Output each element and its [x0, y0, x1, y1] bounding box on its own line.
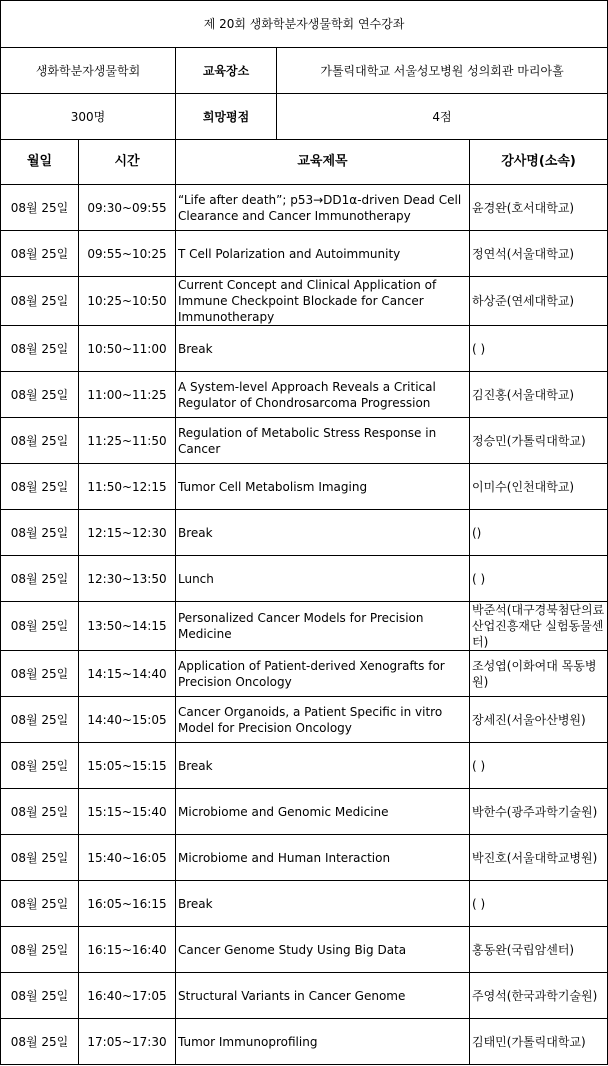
row-lecturer: 홍동완(국립암센터)	[470, 927, 608, 973]
header-lecturer: 강사명(소속)	[470, 140, 608, 185]
row-topic: Tumor Immunoprofiling	[176, 1019, 470, 1065]
table-row	[1, 697, 608, 743]
row-topic: A System-level Approach Reveals a Critical Regulator of Chondrosarcoma Progression	[176, 372, 470, 418]
row-lecturer: 주영석(한국과학기술원)	[470, 973, 608, 1019]
table-row	[1, 418, 608, 464]
row-time: 15:15~15:40	[79, 789, 176, 835]
table-row	[1, 651, 608, 697]
row-date: 08월 25일	[1, 697, 79, 743]
table-row	[1, 185, 608, 231]
row-topic: Tumor Cell Metabolism Imaging	[176, 464, 470, 510]
points: 4점	[277, 94, 608, 140]
row-time: 12:15~12:30	[79, 510, 176, 556]
row-date: 08월 25일	[1, 881, 79, 927]
row-lecturer: 조성엽(이화여대 목동병원)	[470, 651, 608, 697]
row-time: 11:00~11:25	[79, 372, 176, 418]
row-time: 14:40~15:05	[79, 697, 176, 743]
points-label: 희망평점	[176, 94, 277, 140]
row-time: 15:40~16:05	[79, 835, 176, 881]
row-date: 08월 25일	[1, 372, 79, 418]
row-lecturer: 김진홍(서울대학교)	[470, 372, 608, 418]
table-row	[1, 927, 608, 973]
row-date: 08월 25일	[1, 789, 79, 835]
row-date: 08월 25일	[1, 602, 79, 651]
row-time: 11:25~11:50	[79, 418, 176, 464]
row-time: 16:40~17:05	[79, 973, 176, 1019]
row-date: 08월 25일	[1, 510, 79, 556]
header-time: 시간	[79, 140, 176, 185]
row-lecturer: ( )	[470, 881, 608, 927]
row-time: 09:55~10:25	[79, 231, 176, 277]
venue-label: 교육장소	[176, 48, 277, 94]
row-time: 13:50~14:15	[79, 602, 176, 651]
row-topic: Cancer Genome Study Using Big Data	[176, 927, 470, 973]
row-time: 09:30~09:55	[79, 185, 176, 231]
row-lecturer: 박준석(대구경북첨단의료산업진흥재단 실험동물센터)	[470, 602, 608, 651]
row-lecturer: 정연석(서울대학교)	[470, 231, 608, 277]
table-row	[1, 510, 608, 556]
row-time: 11:50~12:15	[79, 464, 176, 510]
row-time: 17:05~17:30	[79, 1019, 176, 1065]
row-topic: Lunch	[176, 556, 470, 602]
table-row	[1, 464, 608, 510]
table-row	[1, 789, 608, 835]
organizer: 생화학분자생물학회	[1, 48, 176, 94]
table-row	[1, 1019, 608, 1065]
row-topic: Break	[176, 510, 470, 556]
row-topic: Microbiome and Genomic Medicine	[176, 789, 470, 835]
row-date: 08월 25일	[1, 973, 79, 1019]
row-date: 08월 25일	[1, 231, 79, 277]
table-row	[1, 231, 608, 277]
row-time: 16:15~16:40	[79, 927, 176, 973]
table-row	[1, 556, 608, 602]
row-date: 08월 25일	[1, 1019, 79, 1065]
row-date: 08월 25일	[1, 651, 79, 697]
row-time: 14:15~14:40	[79, 651, 176, 697]
row-topic: Break	[176, 743, 470, 789]
venue: 가톨릭대학교 서울성모병원 성의회관 마리아홀	[277, 48, 608, 94]
row-date: 08월 25일	[1, 185, 79, 231]
row-topic: Current Concept and Clinical Application of Immune Checkpoint Blockade for Cancer Immunotherapy	[176, 277, 470, 326]
row-time: 15:05~15:15	[79, 743, 176, 789]
table-row	[1, 277, 608, 326]
table-row	[1, 835, 608, 881]
row-date: 08월 25일	[1, 743, 79, 789]
row-lecturer: ( )	[470, 326, 608, 372]
table-row	[1, 326, 608, 372]
row-lecturer: ( )	[470, 556, 608, 602]
header-topic: 교육제목	[176, 140, 470, 185]
row-lecturer: ()	[470, 510, 608, 556]
row-lecturer: ( )	[470, 743, 608, 789]
row-date: 08월 25일	[1, 464, 79, 510]
table-row	[1, 602, 608, 651]
row-date: 08월 25일	[1, 326, 79, 372]
row-lecturer: 정승민(가톨릭대학교)	[470, 418, 608, 464]
row-date: 08월 25일	[1, 418, 79, 464]
row-date: 08월 25일	[1, 927, 79, 973]
row-lecturer: 이미수(인천대학교)	[470, 464, 608, 510]
row-topic: Break	[176, 326, 470, 372]
row-topic: Break	[176, 881, 470, 927]
row-date: 08월 25일	[1, 835, 79, 881]
row-date: 08월 25일	[1, 277, 79, 326]
row-date: 08월 25일	[1, 556, 79, 602]
capacity: 300명	[1, 94, 176, 140]
table-row	[1, 881, 608, 927]
page-title: 제 20회 생화학분자생물학회 연수강좌	[1, 1, 608, 48]
row-topic: Application of Patient-derived Xenografts for Precision Oncology	[176, 651, 470, 697]
row-topic: “Life after death”; p53→DD1α-driven Dead Cell Clearance and Cancer Immunotherapy	[176, 185, 470, 231]
row-topic: Regulation of Metabolic Stress Response in Cancer	[176, 418, 470, 464]
row-time: 16:05~16:15	[79, 881, 176, 927]
row-lecturer: 김태민(가톨릭대학교)	[470, 1019, 608, 1065]
row-topic: Microbiome and Human Interaction	[176, 835, 470, 881]
row-lecturer: 장세진(서울아산병원)	[470, 697, 608, 743]
row-topic: Personalized Cancer Models for Precision Medicine	[176, 602, 470, 651]
table-row	[1, 743, 608, 789]
row-lecturer: 하상준(연세대학교)	[470, 277, 608, 326]
row-time: 10:50~11:00	[79, 326, 176, 372]
table-row	[1, 372, 608, 418]
header-date: 월일	[1, 140, 79, 185]
row-lecturer: 박한수(광주과학기술원)	[470, 789, 608, 835]
row-topic: Cancer Organoids, a Patient Specific in vitro Model for Precision Oncology	[176, 697, 470, 743]
row-topic: Structural Variants in Cancer Genome	[176, 973, 470, 1019]
row-time: 12:30~13:50	[79, 556, 176, 602]
row-lecturer: 윤경완(호서대학교)	[470, 185, 608, 231]
row-topic: T Cell Polarization and Autoimmunity	[176, 231, 470, 277]
row-time: 10:25~10:50	[79, 277, 176, 326]
row-lecturer: 박진호(서울대학교병원)	[470, 835, 608, 881]
table-row	[1, 973, 608, 1019]
